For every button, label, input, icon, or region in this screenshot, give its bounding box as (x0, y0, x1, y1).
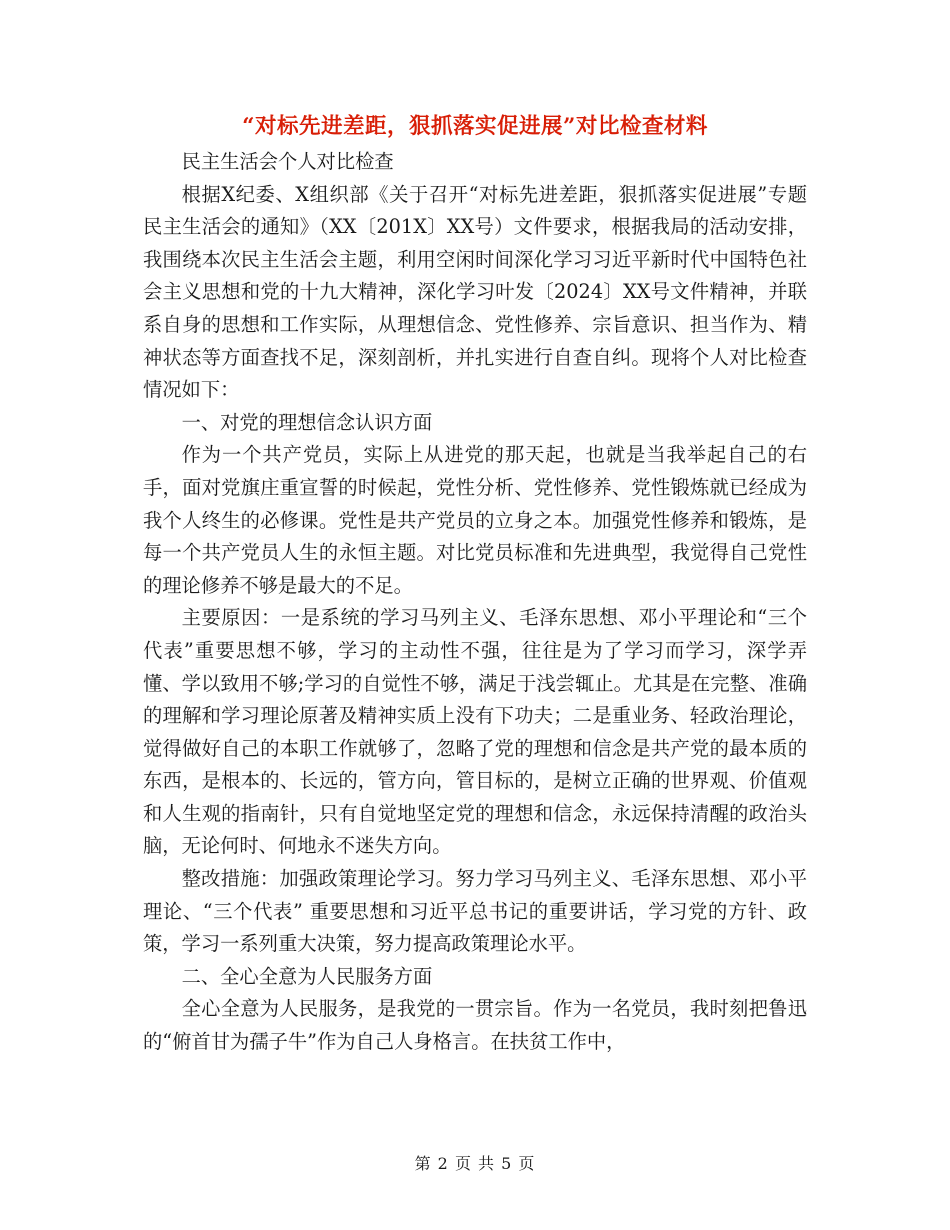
paragraph-party-spirit: 作为一个共产党员，实际上从进党的那天起，也就是当我举起自己的右手，面对党旗庄重宣誓的时候起，党性分析、党性修养、党性锻炼就已经成为我个人终生的必修课。党性是共产党员的立身之本。加强党性修养和锻炼，是每一个共产党员人生的永恒主题。对比党员标准和先进典型，我觉得自己党性的理论修养不够是最大的不足。 (143, 443, 807, 597)
paragraph-rectification: 整改措施：加强政策理论学习。努力学习马列主义、毛泽东思想、邓小平理论、“三个代表” 重要思想和习近平总书记的重要讲话，学习党的方针、政策，学习一系列重大决策，努力提高政策理论水平。 (143, 867, 807, 956)
paragraph-main-reasons: 主要原因：一是系统的学习马列主义、毛泽东思想、邓小平理论和“三个代表”重要思想不够，学习的主动性不强，往往是为了学习而学习，深学弄懂、学以致用不够;学习的自觉性不够，满足于浅尝辄止。尤其是在完整、准确的理解和学习理论原著及精神实质上没有下功夫；二是重业务、轻政治理论，觉得做好自己的本职工作就够了，忽略了党的理想和信念是共产党的最本质的东西，是根本的、长远的，管方向，管目标的，是树立正确的世界观、价值观和人生观的指南针，只有自觉地坚定党的理想和信念，永远保持清醒的政治头脑，无论何时、何地永不迷失方向。 (143, 606, 807, 858)
section-heading-2: 二、全心全意为人民服务方面 (181, 964, 433, 988)
paragraph-serve-people: 全心全意为人民服务，是我党的一贯宗旨。作为一名党员，我时刻把鲁迅的“俯首甘为孺子牛”作为自己人身格言。在扶贫工作中， (143, 997, 807, 1054)
document-title: “对标先进差距，狠抓落实促进展”对比检查材料 (242, 114, 708, 139)
paragraph-intro: 根据X纪委、X组织部《关于召开“对标先进差距，狠抓落实促进展”专题民主生活会的通知》（XX〔201X〕XX号）文件要求，根据我局的活动安排，我围绕本次民主生活会主题，利用空闲时间深化学习习近平新时代中国特色社会主义思想和党的十九大精神，深化学习叶发〔2024〕XX号文件精神，并联系自身的思想和工作实际，从理想信念、党性修养、宗旨意识、担当作为、精神状态等方面查找不足，深刻剖析，并扎实进行自查自纠。现将个人对比检查情况如下： (143, 182, 807, 402)
page-footer: 第 2 页 共 5 页 (414, 1154, 536, 1173)
paragraph-subtitle: 民主生活会个人对比检查 (181, 150, 394, 173)
section-heading-1: 一、对党的理想信念认识方面 (181, 410, 433, 434)
document-body (143, 146, 807, 1059)
